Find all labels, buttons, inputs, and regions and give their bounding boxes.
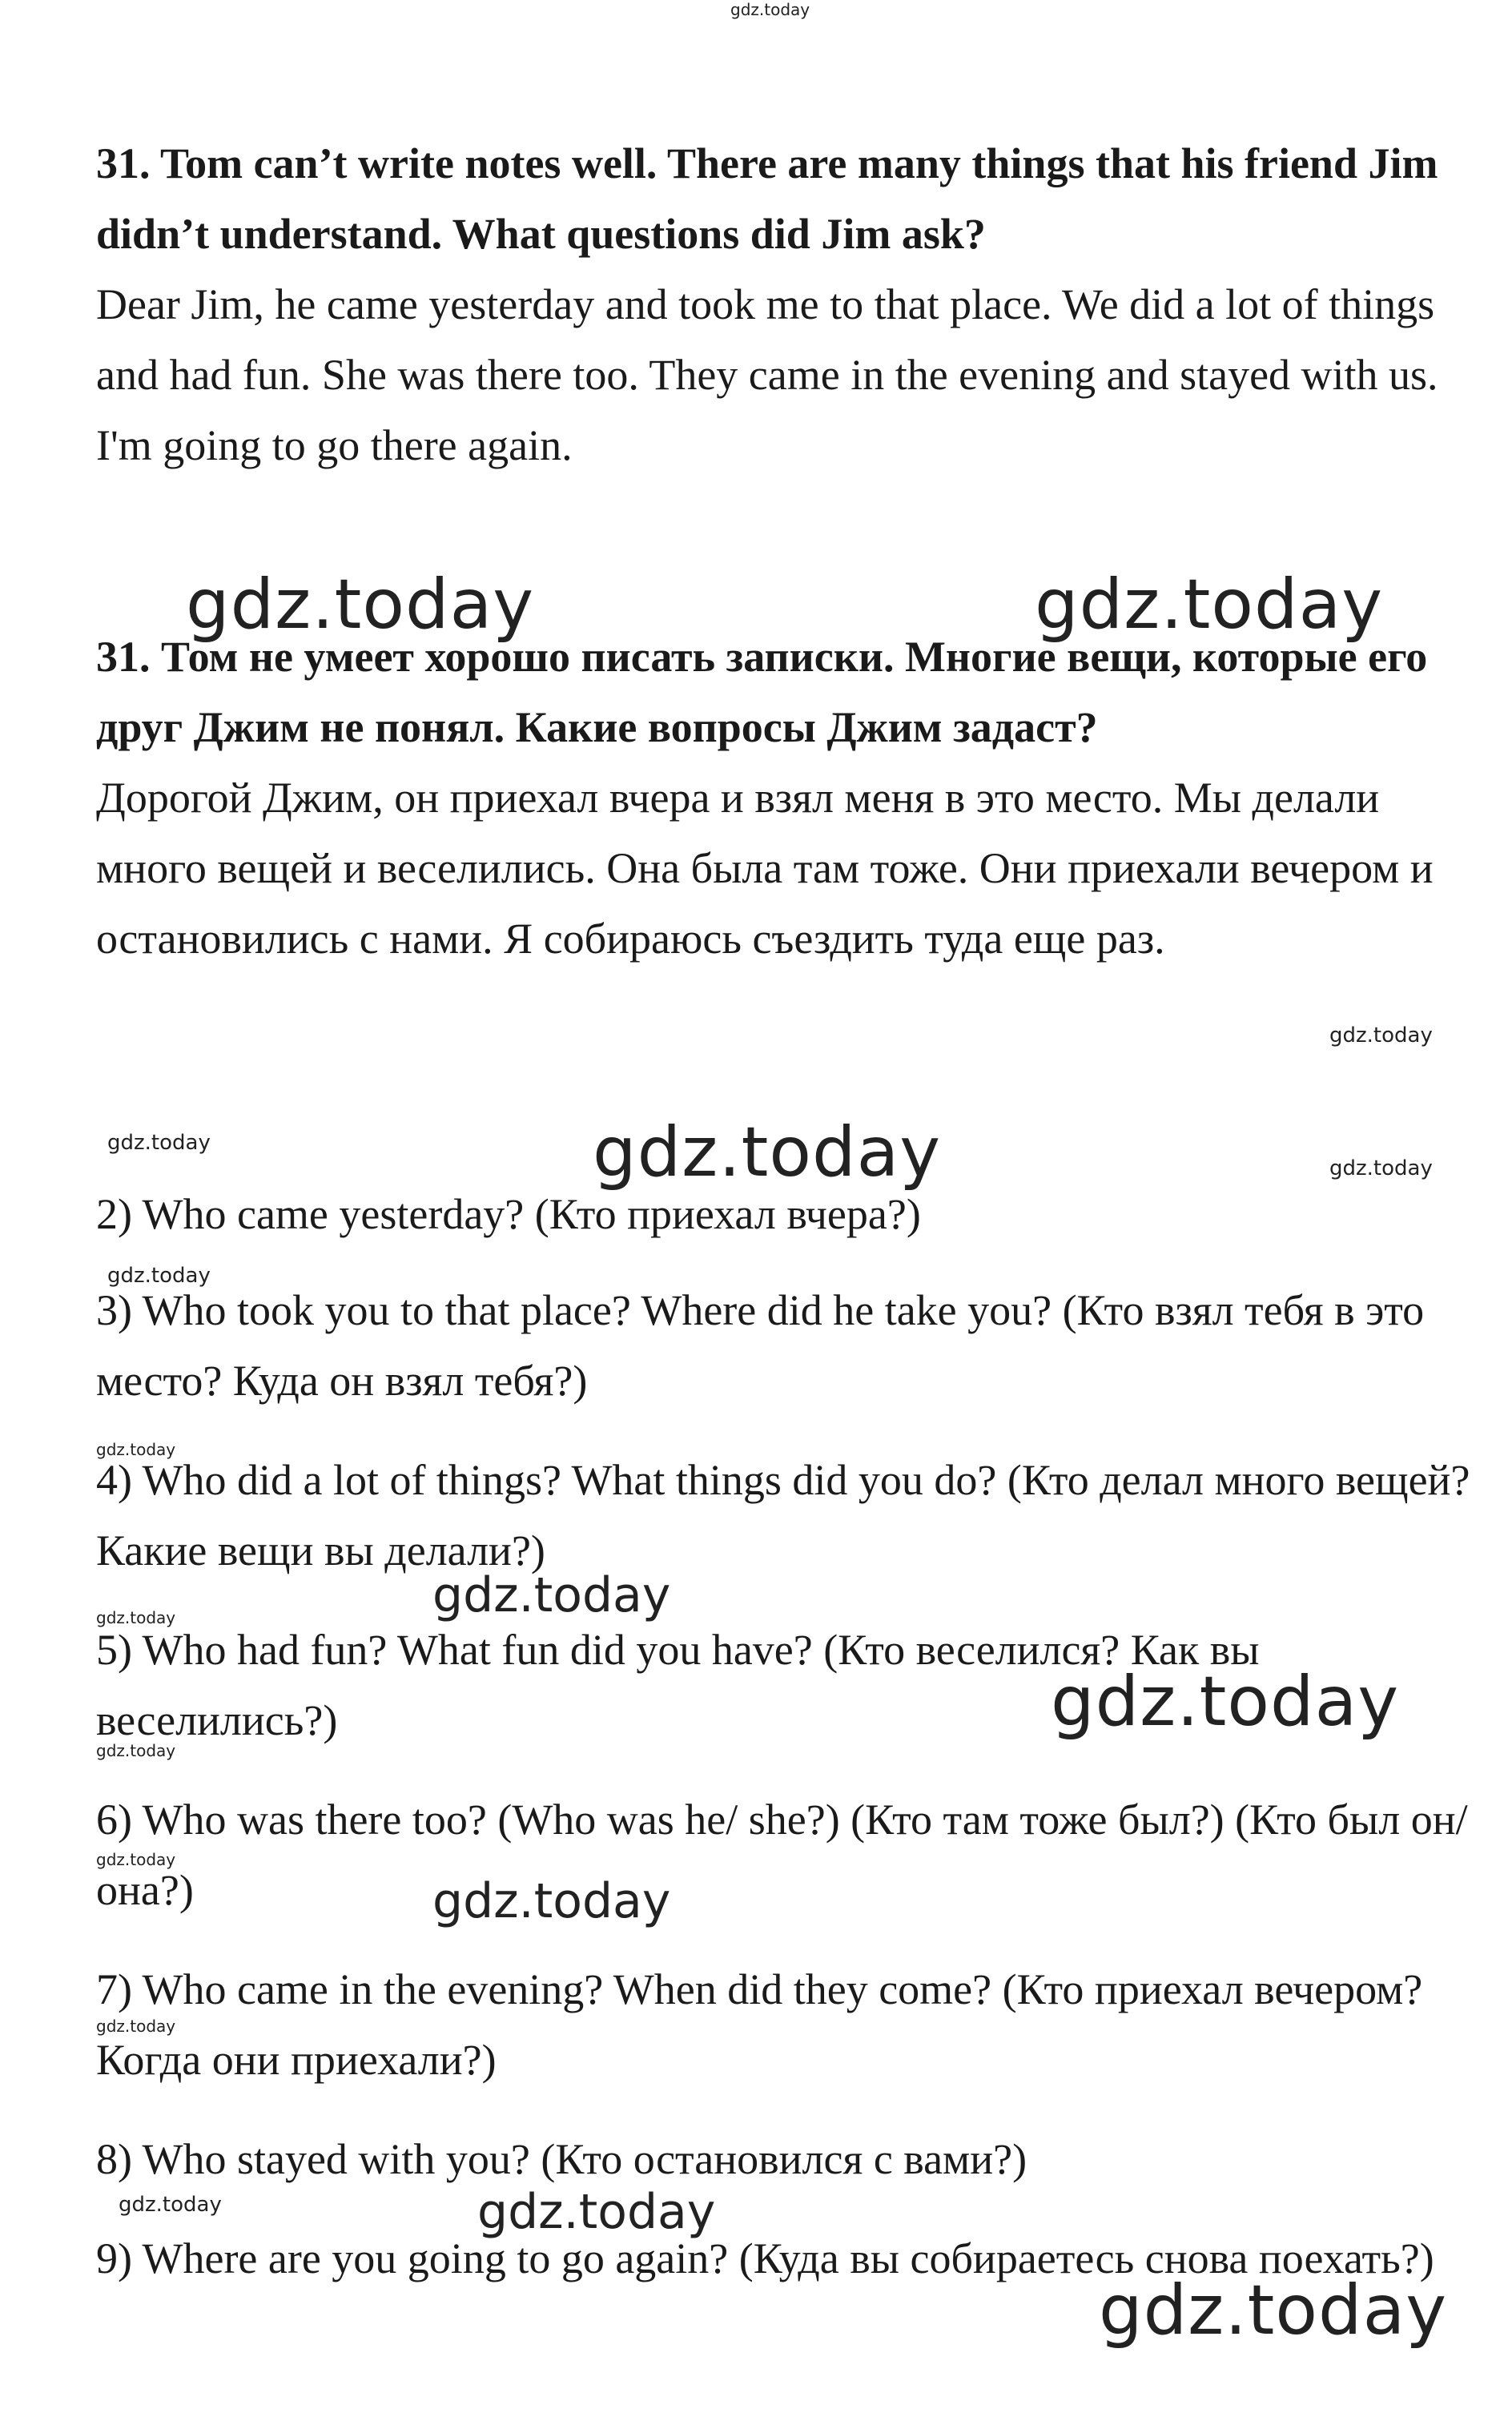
answer-item: 4) Who did a lot of things? What things did you do? (Кто делал много вещей? Какие вещи вы делали?) bbox=[96, 1456, 1470, 1574]
watermark: gdz.today bbox=[432, 1873, 671, 1929]
task-ru-title: 31. Том не умеет хорошо писать записки. Многие вещи, которые его друг Джим не понял. Какие вопросы Джим задаст? bbox=[96, 633, 1428, 751]
watermark: gdz.today bbox=[107, 1264, 211, 1288]
watermark: gdz.today bbox=[96, 1850, 176, 1869]
watermark: gdz.today bbox=[593, 1112, 942, 1192]
top-watermark: gdz.today bbox=[730, 0, 810, 19]
task-en-body: Dear Jim, he came yesterday and took me to that place. We did a lot of things and had fun. She was there too. They came in the evening and stayed with us. I'm going to go there again. bbox=[96, 280, 1438, 469]
answer-item: 2) Who came yesterday? (Кто приехал вчера?) bbox=[96, 1190, 921, 1238]
answer-item: 7) Who came in the evening? When did they come? (Кто приехал вечером? Когда они приехали?) bbox=[96, 1965, 1423, 2084]
watermark: gdz.today bbox=[107, 1131, 211, 1155]
watermark: gdz.today bbox=[96, 1440, 176, 1459]
task-ru-body: Дорогой Джим, он приехал вчера и взял меня в это место. Мы делали много вещей и веселились. Она была там тоже. Они приехали вечером и остановились с нами. Я собираюсь съездить туда еще раз. bbox=[96, 774, 1434, 963]
answer-item: 9) Where are you going to go again? (Куда вы собираетесь снова поехать?) bbox=[96, 2234, 1434, 2282]
watermark: gdz.today bbox=[119, 2193, 222, 2217]
watermark: gdz.today bbox=[186, 565, 535, 645]
watermark: gdz.today bbox=[1099, 2270, 1448, 2351]
answer-item: 6) Who was there too? (Who was he/ she?) (Кто там тоже был?) (Кто был он/она?) bbox=[96, 1796, 1468, 1914]
answer-item: 8) Who stayed with you? (Кто остановился с вами?) bbox=[96, 2135, 1027, 2183]
watermark: gdz.today bbox=[1329, 1156, 1433, 1180]
task-en-title: 31. Tom can’t write notes well. There are many things that his friend Jim didn’t understand. What questions did Jim ask? bbox=[96, 139, 1438, 258]
watermark: gdz.today bbox=[1035, 565, 1384, 645]
watermark: gdz.today bbox=[432, 1567, 671, 1623]
watermark: gdz.today bbox=[1051, 1662, 1400, 1742]
watermark: gdz.today bbox=[1329, 1023, 1433, 1048]
watermark: gdz.today bbox=[96, 1741, 176, 1760]
watermark: gdz.today bbox=[477, 2184, 716, 2240]
watermark: gdz.today bbox=[96, 1608, 176, 1627]
answer-item: 5) Who had fun? What fun did you have? (Кто веселился? Как вы веселились?) bbox=[96, 1626, 1260, 1744]
watermark: gdz.today bbox=[96, 2017, 176, 2036]
answer-item: 3) Who took you to that place? Where did he take you? (Кто взял тебя в это место? Куда он взял тебя?) bbox=[96, 1286, 1425, 1405]
